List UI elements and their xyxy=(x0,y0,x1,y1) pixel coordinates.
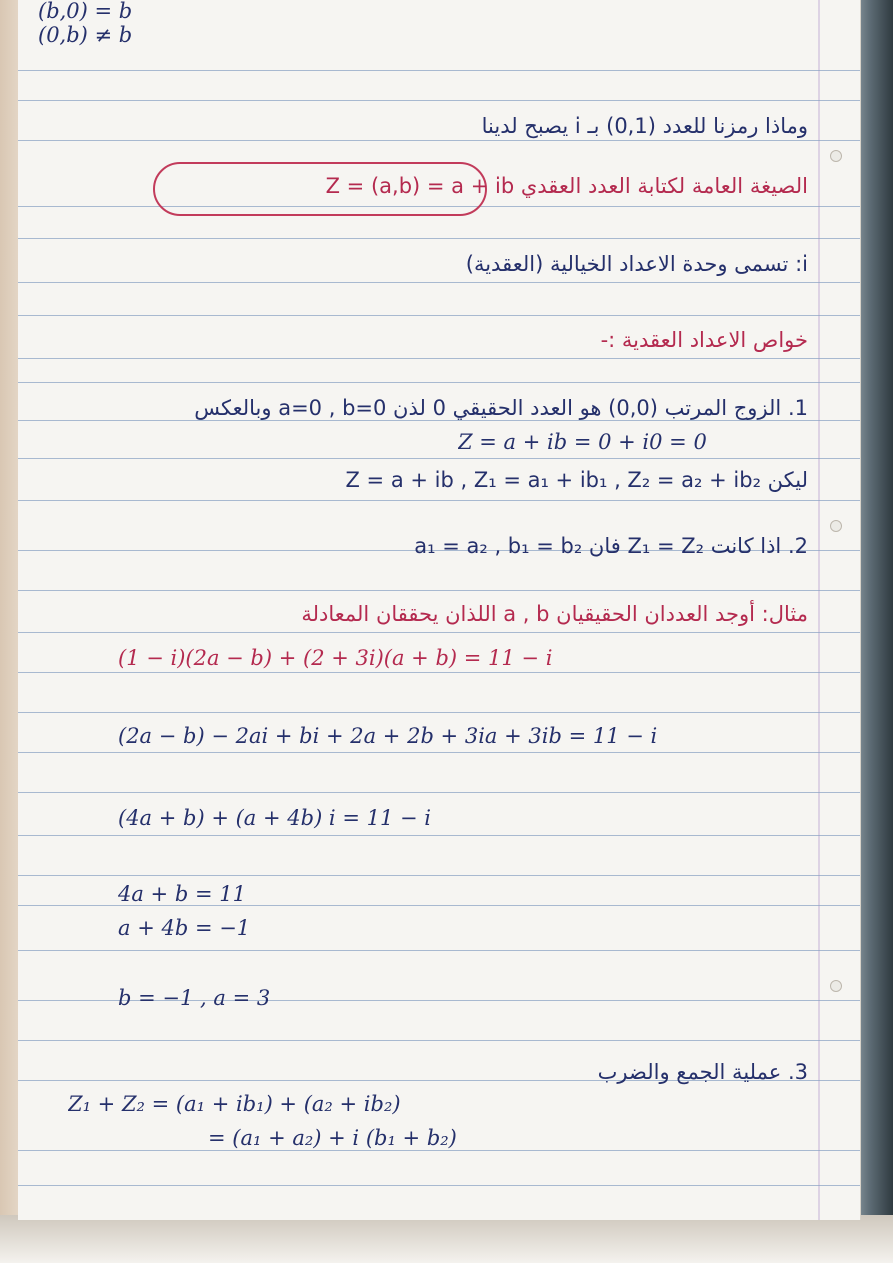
equation-line: Z₁ + Z₂ = (a₁ + ib₁) + (a₂ + ib₂) xyxy=(68,1092,401,1116)
ruled-line xyxy=(18,1040,860,1041)
ruled-line xyxy=(18,358,860,359)
ruled-line xyxy=(18,792,860,793)
margin-line xyxy=(818,0,820,1220)
binder-hole xyxy=(830,520,842,532)
ruled-line xyxy=(18,712,860,713)
note-line: Z = a + ib = 0 + i0 = 0 xyxy=(458,430,707,454)
ruled-line xyxy=(18,1185,860,1186)
equation-line: (4a + b) + (a + 4b) i = 11 − i xyxy=(118,806,431,830)
background-bottom xyxy=(0,1215,893,1263)
ruled-line xyxy=(18,950,860,951)
ruled-line xyxy=(18,632,860,633)
note-line: i: تسمى وحدة الاعداد الخيالية (العقدية) xyxy=(465,252,808,276)
equation-line: b = −1 , a = 3 xyxy=(118,986,271,1010)
note-line: ليكن Z = a + ib , Z₁ = a₁ + ib₁ , Z₂ = a₂ + ib₂ xyxy=(345,468,808,492)
note-line: 3. عملية الجمع والضرب xyxy=(597,1060,808,1084)
ruled-line xyxy=(18,70,860,71)
ruled-line xyxy=(18,238,860,239)
binder-hole xyxy=(830,150,842,162)
equation-line: = (a₁ + a₂) + i (b₁ + b₂) xyxy=(208,1126,457,1150)
example-heading: مثال: أوجد العددان الحقيقيان a , b اللذان يحققان المعادلة xyxy=(301,602,808,626)
ruled-line xyxy=(18,382,860,383)
note-line: وماذا رمزنا للعدد (0,1) بـ i يصبح لدينا xyxy=(481,114,808,138)
section-heading: خواص الاعداد العقدية :- xyxy=(600,328,808,352)
ruled-line xyxy=(18,315,860,316)
ruled-line xyxy=(18,100,860,101)
notebook-page xyxy=(18,0,861,1220)
note-line: (0,b) ≠ b xyxy=(38,23,133,47)
equation-line: (1 − i)(2a − b) + (2 + 3i)(a + b) = 11 − i xyxy=(118,646,553,670)
note-line: (b,0) = b xyxy=(38,0,133,23)
general-form-line: الصيغة العامة لكتابة العدد العقدي Z = (a,b) = a + ib xyxy=(325,174,808,198)
equation-line: 4a + b = 11 xyxy=(118,882,246,906)
equation-line: (2a − b) − 2ai + bi + 2a + 2b + 3ia + 3ib = 11 − i xyxy=(118,724,658,748)
note-line: 2. اذا كانت Z₁ = Z₂ فان a₁ = a₂ , b₁ = b₂ xyxy=(414,534,808,558)
ruled-line xyxy=(18,590,860,591)
ruled-line xyxy=(18,282,860,283)
ruled-line xyxy=(18,500,860,501)
note-line: 1. الزوج المرتب (0,0) هو العدد الحقيقي 0 لذن a=0 , b=0 وبالعكس xyxy=(194,396,808,420)
equation-line: a + 4b = −1 xyxy=(118,916,251,940)
